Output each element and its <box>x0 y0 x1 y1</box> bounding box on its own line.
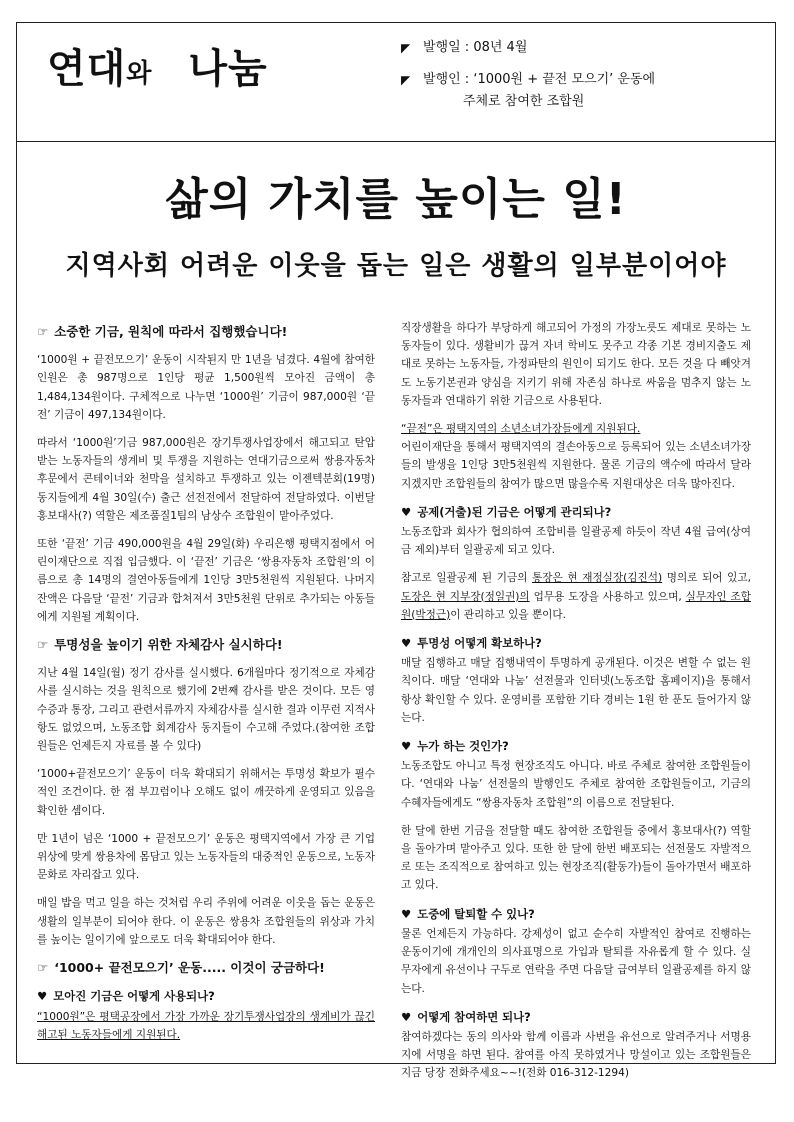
paragraph: 만 1년이 넘은 ‘1000 + 끝전모으기’ 운동은 평택지역에서 가장 큰 기업 위상에 맞게 쌍용차에 몸담고 있는 노동자들의 대중적인 운동으로, 노동자 문화로 자리잡고 있다. <box>37 832 375 882</box>
paragraph: 노동조합과 회사가 협의하여 조합비를 일괄공제 하듯이 작년 4월 급여(상여금 제외)부터 일괄공제 되고 있다. <box>401 526 751 557</box>
publish-date: 발행일 : 08년 4월 <box>423 40 528 55</box>
heart-icon: ♥ <box>401 636 412 651</box>
paragraph: 참고로 일괄공제 된 기금의 통장은 현 재정실장(김진석) 명의로 되어 있고, 도장은 현 지부장(정일권)의 업무용 도장을 사용하고 있으며, 실무자인 조합원(박정근)이 관리하고 있을 뿐이다. <box>401 572 751 621</box>
question-title: ♥ 모아진 기금은 어떻게 사용되나? <box>37 989 215 1004</box>
heart-icon: ♥ <box>37 989 48 1004</box>
paragraph: “끝전”은 평택지역의 소년소녀가장들에게 지원된다. 어린이재단을 통해서 평택지역의 결손아동으로 등록되어 있는 소년소녀가장들의 발생을 1인당 3만5천원씩 지원한다. 물론 기금의 액수에 따라서 달라지겠지만 조합원들의 참여가 많으면 많을수록 지원대상은 더욱 많아진다. <box>401 423 751 490</box>
section-title: ☞ ‘1000+ 끝전모으기’ 운동..... 이것이 궁금하다! <box>37 960 325 976</box>
masthead-part1: 연대 <box>47 46 127 92</box>
paragraph: 한 달에 한번 기금을 전달할 때도 참여한 조합원들 중에서 홍보대사(?) 역할을 돌아가며 맡아주고 있다. 또한 한 달에 한번 배포되는 선전물도 자발적으로 또는 조직적으로 참여하고 있는 현장조직(활동가)들이 돌아가면서 배포하고 있다. <box>401 824 751 892</box>
paragraph: 직장생활을 하다가 부당하게 해고되어 가정의 가장노릇도 제대로 못하는 노동자들이 있다. 생활비가 끊겨 자녀 학비도 못주고 각종 기본 경비지출도 제대로 못하는 노동자들, 가정파탄의 원인이 되기도 한다. 모든 것을 다 빼앗겨도 노동기본권과 양심을 지키기 위해 자존심 하나로 싸움을 멈추지 않는 노동자들과 연대하기 위한 기금으로 사용된다. <box>401 322 751 407</box>
pointing-hand-icon: ☞ <box>37 637 49 653</box>
newsletter-header <box>17 23 775 142</box>
triangle-bullet-icon: ◤ <box>401 41 411 55</box>
triangle-bullet-icon: ◤ <box>401 73 411 87</box>
question-title: ♥ 누가 하는 것인가? <box>401 739 509 754</box>
paragraph: 참여하겠다는 동의 의사와 함께 이름과 사번을 유선으로 알려주거나 서명용지에 서명을 하면 된다. 참여를 아직 못하였거나 망설이고 있는 조합원들은 지금 당장 전화주세요~~!(전화 016-312-1294) <box>401 1030 751 1080</box>
heart-icon: ♥ <box>401 739 412 754</box>
publication-info <box>401 37 655 113</box>
paragraph: 노동조합도 아니고 특정 현장조직도 아니다. 바로 주체로 참여한 조합원들이다. ‘연대와 나눔’ 선전물의 발행인도 주체로 참여한 조합원들이고, 기금의 수혜자들에게도 “쌍용자동차 조합원”의 이름으로 전달된다. <box>401 760 751 809</box>
publisher-line2: 주체로 참여한 조합원 <box>463 94 585 109</box>
heart-icon: ♥ <box>401 906 412 921</box>
left-column <box>37 319 375 1054</box>
pointing-hand-icon: ☞ <box>37 960 49 976</box>
masthead-part2: 와 <box>126 59 153 89</box>
paragraph: 물론 언제든지 가능하다. 강제성이 없고 순수히 자발적인 참여로 진행하는 운동이기에 개개인의 의사표명으로 가입과 탈퇴를 자유롭게 할 수 있다. 실무자에게 유선이나 구두로 연락을 주면 다음달 급여부터 일괄공제를 하지 않는다. <box>401 927 751 995</box>
question-title: ♥ 투명성 어떻게 확보하나? <box>401 636 542 651</box>
publisher-line1: 발행인 : ‘1000원 + 끝전 모으기’ 운동에 <box>423 72 656 87</box>
question-title: ♥ 공제(거출)된 기금은 어떻게 관리되나? <box>401 504 612 519</box>
paragraph: “1000원”은 평택공장에서 가장 가까운 장기투쟁사업장의 생계비가 끊긴 해고된 노동자들에게 지원된다. <box>37 1010 375 1041</box>
subheadline: 지역사회 어려운 이웃을 돕는 일은 생활의 일부분이어야 <box>65 251 727 281</box>
headline: 삶의 가치를 높이는 일! <box>165 174 627 225</box>
paragraph: ‘1000원 + 끝전모으기’ 운동이 시작된지 만 1년을 넘겼다. 4월에 참여한 인원은 총 987명으로 1인당 평균 1,500원씩 모아진 금액이 총 1,484,134원이다. 구체적으로 나누면 ‘1000원’ 기금이 987,000원 ‘끝전’ 기금이 497,134원이다. <box>37 354 375 421</box>
paragraph: 지난 4월 14일(월) 정기 감사를 실시했다. 6개월마다 정기적으로 자체감사를 실시하는 것을 원칙으로 했기에 2번째 감사를 받은 것이다. 모든 영수증과 통장, 그리고 관련서류까지 자체감사를 실시한 결과 이무런 지적사항도 없었으며, 노동조합 회계감사 동지들이 수고해 주었다.(참여한 조합원들은 언제든지 자료를 볼 수 있다) <box>37 667 375 753</box>
paragraph: 또한 ‘끝전’ 기금 490,000원을 4월 29일(화) 우리은행 평택지점에서 어린이재단으로 직접 입금했다. 이 ‘끝전’ 기금은 ‘쌍용자동차 조합원’의 이름으로 총 14명의 결연아동들에게 1인당 3만5천원씩 지원된다. 나머지 잔액은 다음달 ‘끝전’ 기금과 합쳐져서 3만5천원 단위로 추가되는 아동들에게 지원될 계획이다. <box>37 538 375 623</box>
pointing-hand-icon: ☞ <box>37 324 49 339</box>
heart-icon: ♥ <box>401 1009 412 1024</box>
heart-icon: ♥ <box>401 504 412 519</box>
paragraph: 매일 밥을 먹고 일을 하는 것처럼 우리 주위에 어려운 이웃을 돕는 운동은 생활의 일부분이 되어야 한다. 이 운동은 쌍용차 조합원들의 위상과 가치를 높이는 일이기에 앞으로도 더욱 확대되어야 한다. <box>37 897 375 946</box>
section-title: ☞ 투명성을 높이기 위한 자체감사 실시하다! <box>37 637 283 653</box>
paragraph: 매달 집행하고 매달 집행내역이 투명하게 공개된다. 이것은 변할 수 없는 원칙이다. 매달 ‘연대와 나눔’ 선전물과 인터넷(노동조합 홈페이지)을 통해서 항상 확인할 수 있다. 운영비를 포함한 기타 경비는 1원 한 푼도 들어가지 않는다. <box>401 657 751 724</box>
question-title: ♥ 어떻게 참여하면 되나? <box>401 1009 531 1024</box>
newsletter-page <box>16 22 776 1080</box>
section-title: ☞ 소중한 기금, 원칙에 따라서 집행했습니다! <box>37 324 288 339</box>
paragraph: 따라서 ‘1000원’기금 987,000원은 장기투쟁사업장에서 해고되고 탄압받는 노동자들의 생계비 및 투쟁을 지원하는 연대기금으로써 쌍용자동차 후문에서 콘테이너와 천막을 설치하고 투쟁하고 있는 이젠텍분회(19명) 동지들에게 4월 30일(수) 출근 선전전에서 전달하여 전달하였다. 이번달 홍보대사(?) 역할은 제조품질1팀의 남상수 조합원이 맡아주었다. <box>37 437 375 522</box>
masthead-title <box>47 37 268 94</box>
masthead-part3: 나눔 <box>188 46 268 92</box>
paragraph: ‘1000+끝전모으기’ 운동이 더욱 확대되기 위해서는 투명성 확보가 필수적인 조건이다. 한 점 부끄럼이나 오해도 없이 깨끗하게 운영되고 있음을 확인한 셈이다. <box>37 768 375 817</box>
question-title: ♥ 도중에 탈퇴할 수 있나? <box>401 906 535 921</box>
right-column <box>401 319 751 1093</box>
